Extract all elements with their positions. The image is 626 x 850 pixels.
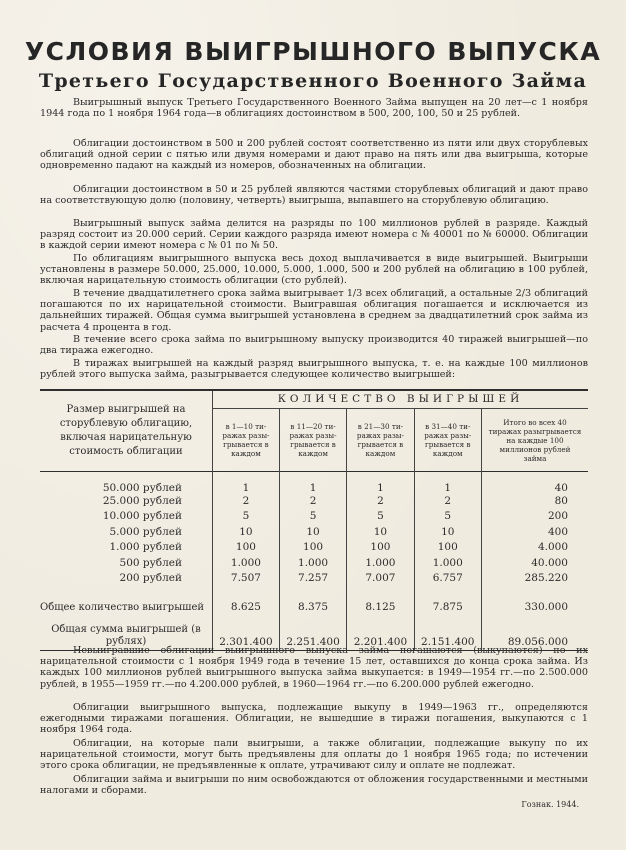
paragraph-tax-exemption: Облигации займа и выигрыши по ним освобождаются от обложения государственными и местными налогами и сборами. bbox=[40, 774, 588, 797]
paragraph-table-intro: В тиражах выигрышей на каждый разряд выигрышного выпуска, т. е. на каждые 100 миллионов рублей этого выпуска займа, разыгрывается следующее количество выигрышей: bbox=[40, 358, 588, 381]
table-cell: 2 bbox=[414, 494, 481, 510]
table-cell: 89.056.000 bbox=[481, 613, 588, 651]
row-label: 1.000 рублей bbox=[109, 541, 182, 554]
sub-header-1: в 1—10 тиражах разыгрывается в каждом bbox=[213, 409, 280, 472]
table-cell: 100 bbox=[414, 540, 481, 556]
paragraph-share: В течение двадцатилетнего срока займа выигрывает 1/3 всех облигаций, а остальные 2/3 облигаций погашаются по их нарицательной стоимости. Выигравшая облигация погашается и исключается из дальнейших тиражей. Общая сумма выигрышей установлена в среднем за двадцатилетний срок займа из расчета 4 процента в год. bbox=[40, 288, 588, 333]
col-header-group: КОЛИЧЕСТВО ВЫИГРЫШЕЙ bbox=[213, 390, 589, 409]
table-cell: 2.251.400 bbox=[279, 613, 346, 651]
paragraph-draws: В течение всего срока займа по выигрышному выпуску производится 40 тиражей выигрышей—по два тиража ежегодно. bbox=[40, 334, 588, 357]
table-cell: 10 bbox=[279, 525, 346, 541]
table-cell: 80 bbox=[481, 494, 588, 510]
table-cell: 8.125 bbox=[347, 587, 414, 613]
table-cell: 100 bbox=[279, 540, 346, 556]
table-row bbox=[40, 556, 588, 572]
table-cell: 4.000 bbox=[481, 540, 588, 556]
table-cell: 1 bbox=[347, 472, 414, 494]
row-label: 50.000 рублей bbox=[102, 481, 182, 494]
table-row bbox=[40, 540, 588, 556]
paragraph-redemption-draws: Облигации выигрышного выпуска, подлежащие выкупу в 1949—1963 гг., определяются ежегодными тиражами погашения. Облигации, не вышедшие в тиражи погашения, выкупаются с 1 ноября 1964 года. bbox=[40, 702, 588, 736]
table-cell: 1.000 bbox=[414, 556, 481, 572]
table-cell: 10 bbox=[213, 525, 280, 541]
paragraph-fractions: Облигации достоинством в 50 и 25 рублей являются частями сторублевых облигаций и дают право на соответствующую долю (половину, четверть) выигрыша, выпавшего на сторублевую облигацию. bbox=[40, 184, 588, 207]
sub-header-3: в 21—30 тиражах разыгрывается в каждом bbox=[347, 409, 414, 472]
table-cell: 5 bbox=[213, 509, 280, 525]
table-cell: 7.257 bbox=[279, 571, 346, 587]
paragraph-categories: Выигрышный выпуск займа делится на разряды по 100 миллионов рублей в разряде. Каждый разряд состоит из 20.000 серий. Серии каждого разряда имеют номера с № 40001 по № 60000. Облигации в каждой серии имеют номера с № 01 по № 50. bbox=[40, 218, 588, 252]
paragraph-term: Выигрышный выпуск Третьего Государственного Военного Займа выпущен на 20 лет—с 1 ноября 1944 года по 1 ноября 1964 года—в облигациях достоинством в 500, 200, 100, 50 и 25 рублей. bbox=[40, 97, 588, 120]
table-cell: 40.000 bbox=[481, 556, 588, 572]
imprint: Гознак. 1944. bbox=[521, 800, 579, 809]
total-count-label: Общее количество выигрышей bbox=[40, 601, 205, 613]
document-title: УСЛОВИЯ ВЫИГРЫШНОГО ВЫПУСКА bbox=[24, 37, 602, 66]
table-cell: 6.757 bbox=[414, 571, 481, 587]
table-cell: 8.625 bbox=[213, 587, 280, 613]
table-row bbox=[40, 494, 588, 510]
table-cell: 285.220 bbox=[481, 571, 588, 587]
paragraph-denominations: Облигации достоинством в 500 и 200 рублей состоят соответственно из пяти или двух сторублевых облигаций одной серии с пятью или двумя номерами и дают право на пять или два выигрыша, которые одновременно падают на каждый из номеров, обозначенных на облигации. bbox=[40, 138, 588, 172]
total-sum-label: Общая сумма выигрышей (в рублях) bbox=[51, 624, 201, 647]
table-cell: 330.000 bbox=[481, 587, 588, 613]
table-cell: 2.301.400 bbox=[213, 613, 280, 651]
table-cell: 5 bbox=[279, 509, 346, 525]
table-cell: 2 bbox=[213, 494, 280, 510]
table-cell: 2.151.400 bbox=[414, 613, 481, 651]
table-row bbox=[40, 509, 588, 525]
table-cell: 2.201.400 bbox=[347, 613, 414, 651]
table-cell: 10 bbox=[347, 525, 414, 541]
table-cell: 400 bbox=[481, 525, 588, 541]
table-cell: 1 bbox=[213, 472, 280, 494]
table-cell: 2 bbox=[279, 494, 346, 510]
table-cell: 1.000 bbox=[279, 556, 346, 572]
table-cell: 40 bbox=[481, 472, 588, 494]
table-cell: 100 bbox=[347, 540, 414, 556]
table-cell: 1 bbox=[279, 472, 346, 494]
table-cell: 200 bbox=[481, 509, 588, 525]
paragraph-income: По облигациям выигрышного выпуска весь доход выплачивается в виде выигрышей. Выигрыши установлены в размере 50.000, 25.000, 10.000, 5.000, 1.000, 500 и 200 рублей на облигацию в 100 рублей, включая нарицательную стоимость облигации (сто рублей). bbox=[40, 253, 588, 287]
sub-header-4: в 31—40 тиражах разыгрывается в каждом bbox=[414, 409, 481, 472]
table-cell: 100 bbox=[213, 540, 280, 556]
table-row bbox=[40, 525, 588, 541]
document-subtitle: Третьего Государственного Военного Займа bbox=[38, 70, 588, 92]
table-cell: 8.375 bbox=[279, 587, 346, 613]
table-cell: 1.000 bbox=[213, 556, 280, 572]
table-cell: 10 bbox=[414, 525, 481, 541]
table-cell: 7.507 bbox=[213, 571, 280, 587]
paragraph-payment-deadline: Облигации, на которые пали выигрыши, а также облигации, подлежащие выкупу по их нарицательной стоимости, могут быть предъявлены для оплаты до 1 ноября 1965 года; по истечении этого срока облигации, не предъявленные к оплате, утрачивают силу и оплате не подлежат. bbox=[40, 738, 588, 772]
table-cell: 1 bbox=[414, 472, 481, 494]
paragraph-redemption: Невыигравшие облигации выигрышного выпуска займа погашаются (выкупаются) по их нарицательной стоимости с 1 ноября 1949 года в течение 15 лет, оставшихся до конца срока займа. Из каждых 100 миллионов рублей выигрышного выпуска займа выкупается: в 1949—1954 гг.—по 2.500.000 рублей, в 1955—1959 гг.—по 4.200.000 рублей, в 1960—1964 гг.—по 6.200.000 рублей ежегодно. bbox=[40, 645, 588, 690]
row-label: 10.000 рублей bbox=[102, 510, 182, 523]
winnings-table bbox=[40, 389, 588, 651]
table-cell: 7.007 bbox=[347, 571, 414, 587]
table-cell: 5 bbox=[414, 509, 481, 525]
table-cell: 5 bbox=[347, 509, 414, 525]
sub-header-2: в 11—20 тиражах разыгрывается в каждом bbox=[279, 409, 346, 472]
sub-header-total: Итого во всех 40 тиражах разыгрывается на каждые 100 миллионов рублей займа bbox=[481, 409, 588, 472]
row-label: 200 рублей bbox=[119, 572, 182, 585]
row-label: 25.000 рублей bbox=[102, 494, 182, 507]
row-label: 500 рублей bbox=[119, 556, 182, 569]
table-cell: 7.875 bbox=[414, 587, 481, 613]
table-cell: 1.000 bbox=[347, 556, 414, 572]
table-row bbox=[40, 571, 588, 587]
table-cell: 2 bbox=[347, 494, 414, 510]
row-label: 5.000 рублей bbox=[109, 525, 182, 538]
col-header-size: Размер выигрышей на сторублевую облигацию, включая нарицательную стоимость облигации bbox=[59, 404, 193, 457]
table-row bbox=[40, 472, 588, 494]
